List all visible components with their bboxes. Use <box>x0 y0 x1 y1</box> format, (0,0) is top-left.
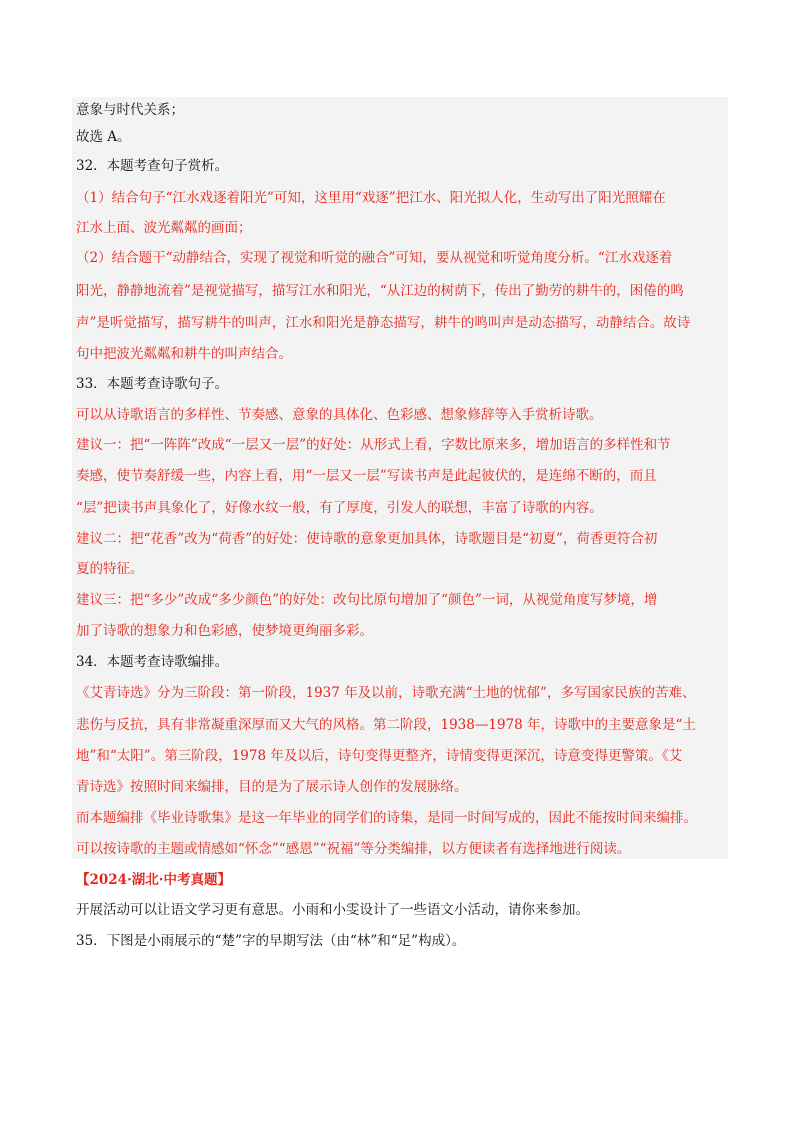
text-line: “层”把读书声具象化了，好像水纹一般，有了厚度，引发人的联想，丰富了诗歌的内容。 <box>76 500 603 516</box>
text-line: 江水上面、波光粼粼的画面； <box>76 220 252 236</box>
question-33-heading: 33．本题考查诗歌句子。 <box>76 376 229 392</box>
text-line: 意象与时代关系； <box>76 102 184 118</box>
text-line: 句中把波光粼粼和耕牛的叫声结合。 <box>76 346 292 362</box>
question-35-text: 35．下图是小雨展示的“楚”字的早期写法（由“林”和“足”构成）。 <box>76 933 466 949</box>
text-line: 加了诗歌的想象力和色彩感，使梦境更绚丽多彩。 <box>76 623 373 639</box>
question-32-heading: 32．本题考查句子赏析。 <box>76 158 229 174</box>
text-line: 阳光，静静地流着”是视觉描写，描写江水和阳光，“从江边的树荫下，传出了勤劳的耕牛的，困倦的鸣 <box>76 283 684 299</box>
text-line: 悲伤与反抗，具有非常凝重深厚而又大气的风格。第二阶段，1938—1978 年，诗歌中的主要意象是“土 <box>76 717 696 733</box>
text-line: 青诗选》按照时间来编排，目的是为了展示诗人创作的发展脉络。 <box>76 779 468 795</box>
text-line: 建议二：把“花香”改为“荷香”的好处：使诗歌的意象更加具体，诗歌题目是“初夏”，荷香更符合初 <box>76 531 658 547</box>
text-line: 建议一：把“一阵阵”改成“一层又一层”的好处：从形式上看，字数比原来多，增加语言的多样性和节 <box>76 437 671 453</box>
text-line: 可以按诗歌的主题或情感如“怀念”“感恩”“祝福”等分类编排，以方便读者有选择地进行阅读。 <box>76 841 631 857</box>
question-34-heading: 34．本题考查诗歌编排。 <box>76 654 229 670</box>
text-line: （1）结合句子“江水戏逐着阳光”可知，这里用“戏逐”把江水、阳光拟人化，生动写出了阳光照耀在 <box>76 190 666 206</box>
activity-intro: 开展活动可以让语文学习更有意思。小雨和小雯设计了一些语文小活动，请你来参加。 <box>76 902 589 918</box>
text-line: 奏感，使节奏舒缓一些，内容上看，用“一层又一层”写读书声是此起彼伏的，是连绵不断的，而且 <box>76 468 657 484</box>
text-line: 声”是听觉描写，描写耕牛的叫声，江水和阳光是静态描写，耕牛的鸣叫声是动态描写，动静结合。故诗 <box>76 315 691 331</box>
exam-source-tag: 【2024·湖北·中考真题】 <box>76 872 231 888</box>
text-line: 故选 A。 <box>76 129 131 145</box>
text-line: 夏的特征。 <box>76 561 144 577</box>
text-line: 《艾青诗选》分为三阶段：第一阶段，1937 年及以前，诗歌充满“土地的忧郁”，多写国家民族的苦难、 <box>76 685 696 701</box>
text-line: 而本题编排《毕业诗歌集》是这一年毕业的同学们的诗集，是同一时间写成的，因此不能按时间来编排。 <box>76 810 697 826</box>
text-line: （2）结合题干“动静结合，实现了视觉和听觉的融合”可知，要从视觉和听觉角度分析。“江水戏逐着 <box>76 250 673 266</box>
text-line: 可以从诗歌语言的多样性、节奏感、意象的具体化、色彩感、想象修辞等入手赏析诗歌。 <box>76 407 603 423</box>
text-line: 地”和“太阳”。第三阶段，1978 年及以后，诗句变得更整齐，诗情变得更深沉，诗意变得更警策。《艾 <box>76 748 683 764</box>
text-line: 建议三：把“多少”改成“多少颜色”的好处：改句比原句增加了“颜色”一词，从视觉角度写梦境，增 <box>76 592 658 608</box>
